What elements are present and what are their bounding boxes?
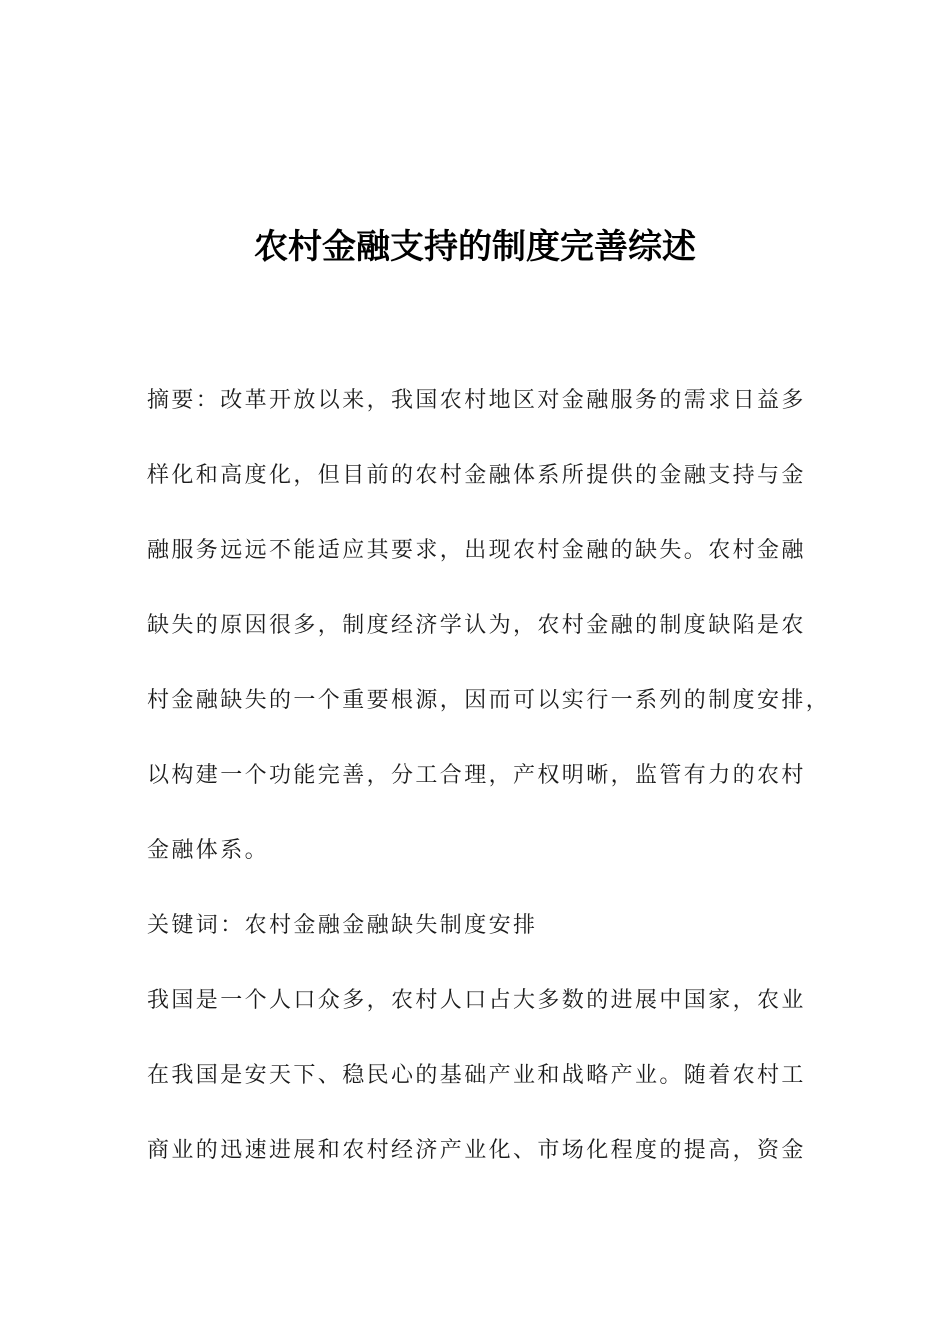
- abstract-line: 以构建一个功能完善，分工合理，产权明晰，监管有力的农村: [147, 763, 806, 788]
- body-paragraph-line: 商业的迅速进展和农村经济产业化、市场化程度的提高，资金: [147, 1138, 806, 1163]
- abstract-line: 摘要：改革开放以来，我国农村地区对金融服务的需求日益多: [147, 388, 806, 413]
- body-paragraph-line: 在我国是安天下、稳民心的基础产业和战略产业。随着农村工: [147, 1063, 806, 1088]
- body-paragraph-line: 我国是一个人口众多，农村人口占大多数的进展中国家，农业: [147, 988, 806, 1013]
- abstract-line: 缺失的原因很多，制度经济学认为，农村金融的制度缺陷是农: [147, 613, 806, 638]
- document-title: 农村金融支持的制度完善综述: [254, 227, 696, 267]
- abstract-line: 村金融缺失的一个重要根源，因而可以实行一系列的制度安排，: [147, 688, 831, 713]
- keywords-line: 关键词：农村金融金融缺失制度安排: [147, 913, 538, 938]
- abstract-line: 金融体系。: [147, 838, 270, 863]
- abstract-line: 融服务远远不能适应其要求，出现农村金融的缺失。农村金融: [147, 538, 806, 563]
- abstract-line: 样化和高度化，但目前的农村金融体系所提供的金融支持与金: [147, 463, 806, 488]
